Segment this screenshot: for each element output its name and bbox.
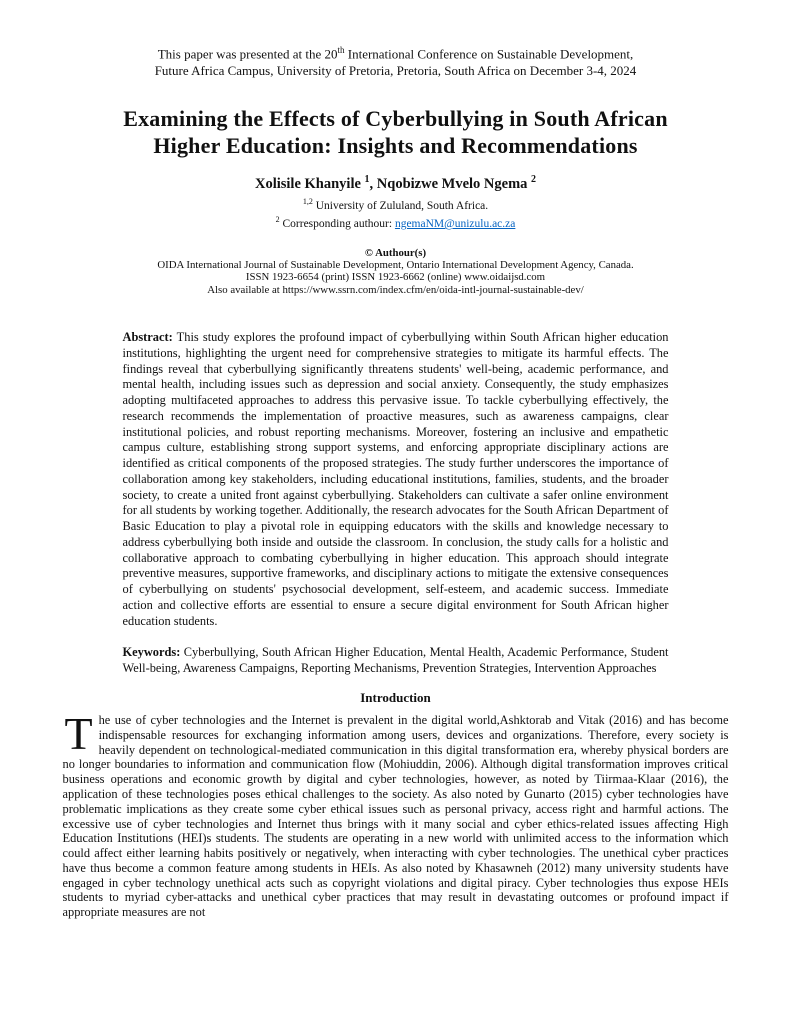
- dropcap-letter: T: [64, 707, 93, 759]
- imprint-block: [0, 247, 791, 297]
- affiliation-text: University of Zululand, South Africa.: [312, 199, 489, 212]
- imprint-issn: ISSN 1923-6654 (print) ISSN 1923-6662 (online) www.oidaijsd.com: [245, 271, 546, 284]
- conference-note-line1-pre: This paper was presented at the 20: [157, 46, 338, 62]
- corresponding-label: Corresponding authour:: [279, 218, 395, 231]
- author-1-sup: 1: [364, 174, 370, 186]
- corresponding-email-link[interactable]: ngemaNM@unizulu.ac.za: [394, 218, 516, 231]
- introduction-paragraph: [62, 707, 729, 920]
- section-heading-introduction: Introduction: [360, 689, 431, 705]
- imprint-copyright: © Authour(s): [364, 246, 427, 259]
- conference-note-line2: Future Africa Campus, University of Pretoria, Pretoria, South Africa on December 3-4, 2024: [154, 63, 637, 79]
- abstract-text: This study explores the profound impact of cyberbullying within South African higher education institutions, highlighting the urgent need for comprehensive strategies to mitigate its harmful effects. The findings reveal that cyberbullying significantly threatens students' well-being, academic performance, and mental health, including issues such as depression and social anxiety. Consequently, the study emphasizes adopting multifaceted approaches to address this pervasive issue. To tackle cyberbullying effectively, the research recommends the implementation of proactive measures, such as awareness campaigns, clear institutional policies, and robust reporting mechanisms. Moreover, fostering an inclusive and empathetic campus culture, establishing strong support systems, and enforcing appropriate disciplinary actions are identified as critical components of the proposed strategies. The study further underscores the importance of collaboration among key stakeholders, including educational institutions, families, students, and the broader society, to create a united front against cyberbullying. Stakeholders can cultivate a safer online environment for all students by working together. Additionally, the research advocates for the South African Department of Basic Education to play a pivotal role in equipping educators with the skills and knowledge necessary to address cyberbullying both inside and outside the classroom. In conclusion, the study calls for a holistic and collaborative approach to combating cyberbullying in higher education. This approach should integrate preventive measures, supportive frameworks, and disciplinary actions to mitigate the extensive consequences of cyberbullying on students' psychosocial development, self-esteem, and academic success. Immediate action and collective efforts are essential to ensure a secure digital environment for South African higher education students.: [122, 330, 669, 628]
- abstract-label: Abstract:: [122, 330, 173, 345]
- page-title-line1: Examining the Effects of Cyberbullying in South African: [123, 106, 668, 132]
- authors-line: [0, 174, 791, 193]
- keywords-text: Cyberbullying, South African Higher Education, Mental Health, Academic Performance, Student Well-being, Awareness Campaigns, Reporting Mechanisms, Prevention Strategies, Intervention Approaches: [122, 645, 669, 676]
- imprint-journal: OIDA International Journal of Sustainable Development, Ontario International Development Agency, Canada.: [157, 258, 634, 271]
- corresponding-author-line: [0, 213, 791, 231]
- author-2-sup: 2: [531, 174, 537, 186]
- conference-note-ordinal-sup: th: [337, 45, 345, 55]
- affiliation-line: [0, 195, 791, 213]
- author-name-1: Xolisile Khanyile: [254, 175, 365, 192]
- corresponding-sup: 2: [275, 215, 280, 225]
- keywords-paragraph: [123, 645, 669, 677]
- conference-note-line1: [0, 42, 791, 62]
- introduction-text: he use of cyber technologies and the Internet is prevalent in the digital world,Ashktorab and Vitak (2016) and has become indispensable resources for exchanging information among users, devices and organizations. Therefore, every society is heavily dependent on technological-mediated communication in this digital transformation era, whereby physical borders are no longer boundaries to information and communication flow (Mohiuddin, 2006). Although digital transformation improves critical business operations and economic growth by digital and cyber technologies, however, as noted by Tiirmaa-Klaar (2016), the application of these technologies poses ethical challenges to the society. As also noted by Gunarto (2015) cyber technologies have problematic implications as they create some cyber ethical issues such as personal privacy, access right and harmful actions. The excessive use of cyber technologies and Internet thus brings with it many social and cyber ethics-related issues affecting High Education Institutions (HEI)s students. The students are operating in a new world with unlimited access to the information which could affect either learning habits positively or negatively, when interacting with cyber technologies. The unethical cyber practices have thus become a common feature among students in HEIs. As also noted by Khasawneh (2012) many university students have engaged in cyber technology unethical acts such as copyright violations and digital piracy. Cyber technologies thus expose HEIs students to myriad cyber-attacks and unethical cyber practices that may result in devastating outcomes or profound impact if appropriate measures are not: [62, 712, 729, 920]
- author-name-2: , Nqobizwe Mvelo Ngema: [369, 175, 532, 192]
- imprint-availability: Also available at https://www.ssrn.com/index.cfm/en/oida-intl-journal-sustainable-dev/: [207, 283, 584, 296]
- page-title: [0, 105, 791, 159]
- page-title-line2: Higher Education: Insights and Recommendations: [153, 133, 638, 159]
- keywords-label: Keywords:: [122, 645, 181, 660]
- conference-note: [0, 0, 791, 79]
- abstract-paragraph: [123, 330, 669, 629]
- affiliation-sup: 1,2: [302, 196, 313, 206]
- conference-note-line1-post: International Conference on Sustainable Development,: [344, 46, 634, 62]
